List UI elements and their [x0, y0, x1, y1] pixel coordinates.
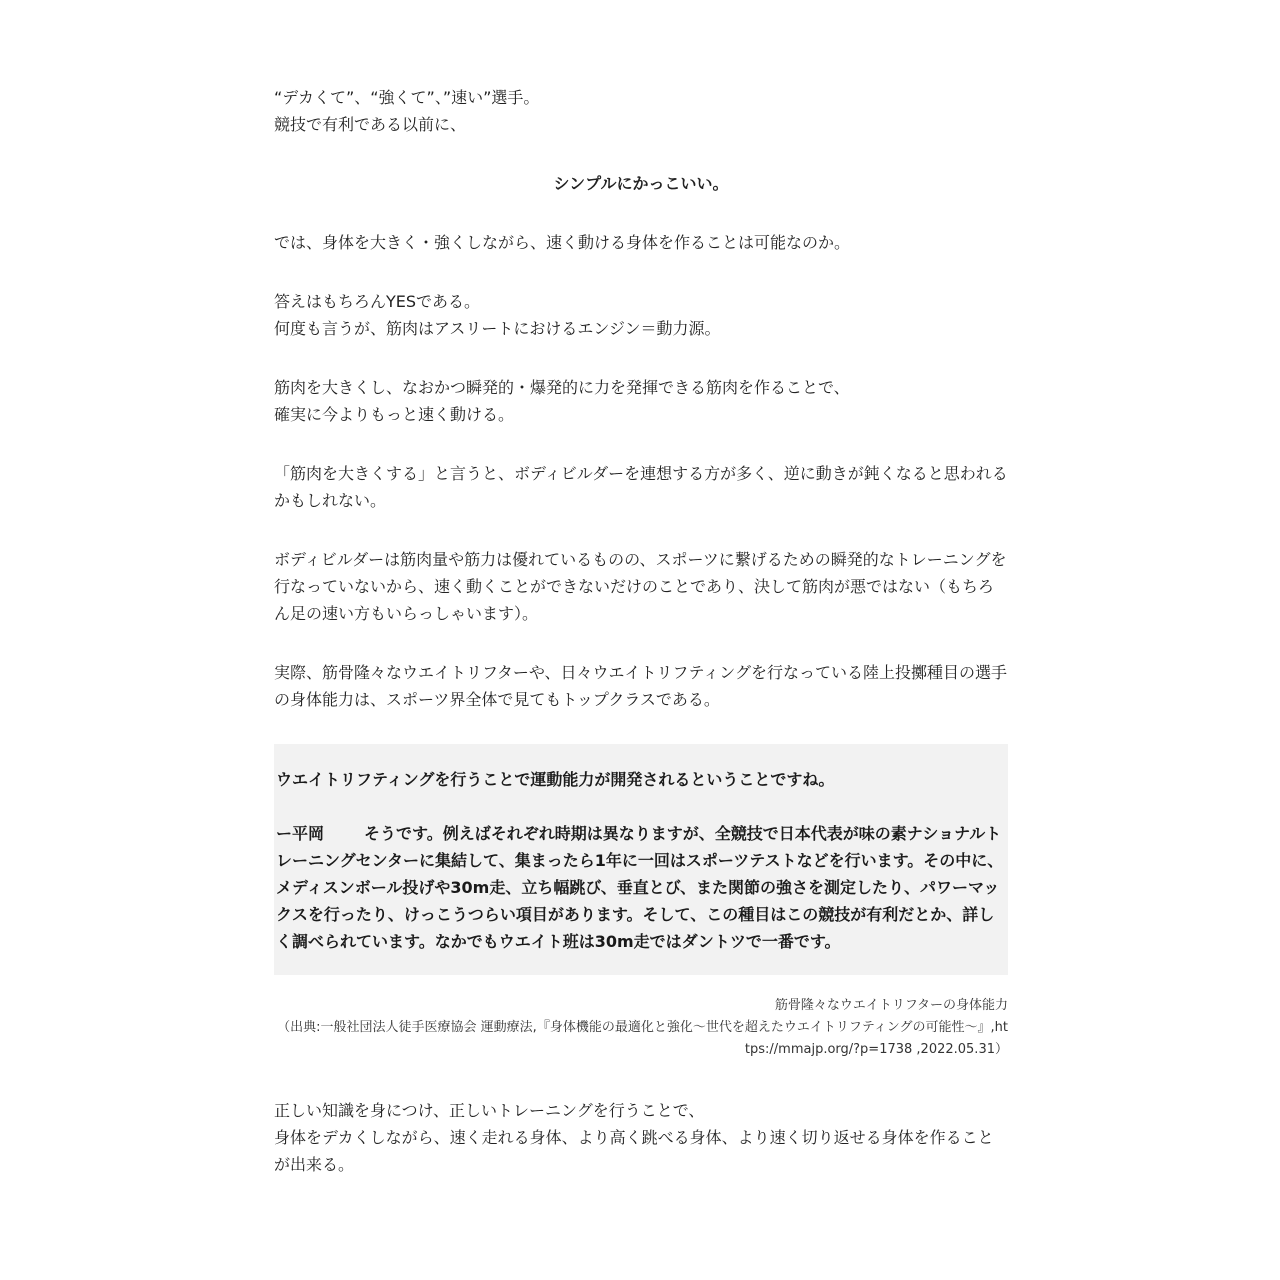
spacer — [274, 256, 1008, 288]
interview-answer — [276, 820, 1006, 955]
interview-speaker: ー平岡 — [276, 824, 325, 843]
caption-source: （出典:一般社団法人徒手医療協会 運動療法,『身体機能の最適化と強化〜世代を超えたウエイトリフティングの可能性〜』,https://mmajp.org/?p=1738 ,2022.05.31） — [277, 1020, 1008, 1057]
bodybuilder-explanation-paragraph: ボディビルダーは筋肉量や筋力は優れているものの、スポーツに繋げるための瞬発的なトレーニングを行なっていないから、速く動くことができないだけのことであり、決して筋肉が悪ではない（もちろん足の速い方もいらっしゃいます）。 — [274, 550, 1007, 623]
section-heading: シンプルにかっこいい。 — [553, 174, 729, 193]
closing-line-1: 正しい知識を身につけ、正しいトレーニングを行うことで、 — [274, 1101, 705, 1120]
bodybuilder-misconception-paragraph: 「筋肉を大きくする」と言うと、ボディビルダーを連想する方が多く、逆に動きが鈍くなると思われるかもしれない。 — [274, 464, 1008, 510]
interview-question: ウエイトリフティングを行うことで運動能力が開発されるということですね。 — [276, 770, 835, 789]
muscle-line-1: 筋肉を大きくし、なおかつ瞬発的・爆発的に力を発揮できる筋肉を作ることで、 — [274, 378, 850, 397]
answer-line-2: 何度も言うが、筋肉はアスリートにおけるエンジン＝動力源。 — [274, 319, 721, 338]
image-caption — [274, 995, 1008, 1061]
intro-line-2: 競技で有利である以前に、 — [274, 115, 467, 134]
question-paragraph: では、身体を大きく・強くしながら、速く動ける身体を作ることは可能なのか。 — [274, 233, 851, 252]
interview-quote-box — [274, 744, 1008, 975]
answer-paragraph — [274, 288, 1008, 342]
muscle-line-2: 確実に今よりもっと速く動ける。 — [274, 405, 515, 424]
spacer — [274, 138, 1008, 170]
spacer — [274, 514, 1008, 546]
spacer — [274, 627, 1008, 659]
closing-line-2: 身体をデカくしながら、速く走れる身体、より高く跳べる身体、より速く切り返せる身体を作ることが出来る。 — [274, 1128, 994, 1174]
caption-title: 筋骨隆々なウエイトリフターの身体能力 — [774, 998, 1008, 1013]
spacer — [274, 428, 1008, 460]
closing-paragraph — [274, 1097, 1008, 1178]
weightlifter-paragraph: 実際、筋骨隆々なウエイトリフターや、日々ウエイトリフティングを行なっている陸上投擲種目の選手の身体能力は、スポーツ界全体で見てもトップクラスである。 — [274, 663, 1007, 709]
intro-paragraph — [274, 84, 1008, 138]
spacer — [274, 342, 1008, 374]
spacer — [274, 197, 1008, 229]
intro-line-1: “デカくて”、“強くて”、”速い”選手。 — [274, 88, 540, 107]
answer-line-1: 答えはもちろんYESである。 — [274, 292, 481, 311]
article-body — [274, 84, 1008, 1178]
muscle-paragraph — [274, 374, 1008, 428]
interview-answer-text: そうです。例えばそれぞれ時期は異なりますが、全競技で日本代表が味の素ナショナルトレーニングセンターに集結して、集まったら1年に一回はスポーツテストなどを行います。その中に、メディスンボール投げや30m走、立ち幅跳び、垂直とび、また関節の強さを測定したり、パワーマックスを行ったり、けっこうつらい項目があります。そして、この種目はこの競技が有利だとか、詳しく調べられています。なかでもウエイト班は30m走ではダントツで一番です。 — [276, 824, 1004, 951]
